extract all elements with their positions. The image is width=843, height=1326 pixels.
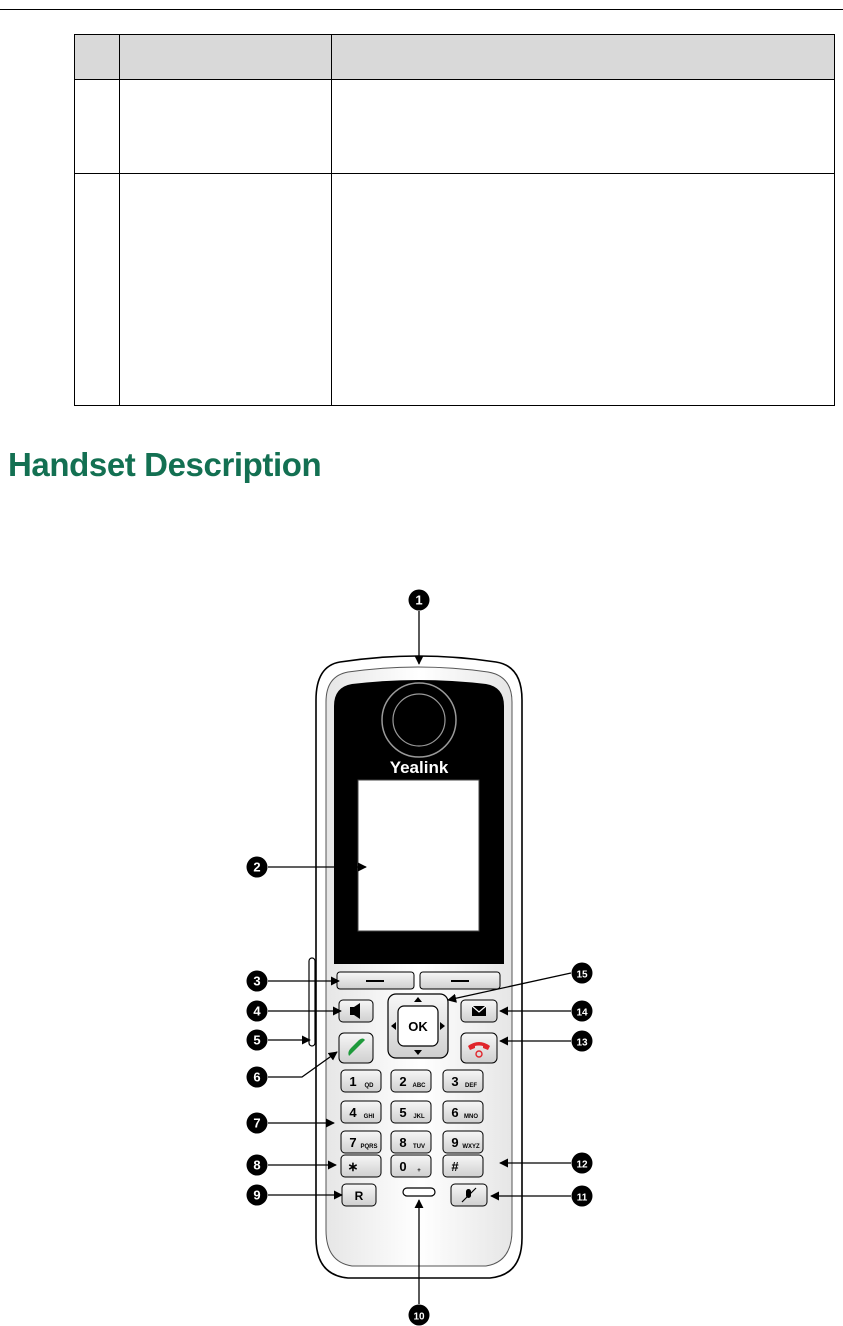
navigation-pad[interactable] xyxy=(388,994,448,1058)
callout-5 xyxy=(247,1030,268,1051)
callout-11 xyxy=(572,1186,593,1207)
key-digit: # xyxy=(451,1159,459,1174)
callout-label: 8 xyxy=(253,1157,261,1173)
number-key[interactable] xyxy=(443,1101,483,1123)
callout-label: 14 xyxy=(576,1007,588,1019)
lcd-screen xyxy=(358,780,479,931)
right-softkey[interactable] xyxy=(420,972,500,989)
callout-13 xyxy=(572,1031,593,1052)
mute-key[interactable] xyxy=(451,1184,487,1206)
key-letters: PQRS xyxy=(360,1144,378,1150)
number-key[interactable] xyxy=(341,1101,381,1123)
callout-12 xyxy=(572,1153,593,1174)
key-digit: 7 xyxy=(349,1135,357,1150)
callout-label: 7 xyxy=(253,1115,261,1131)
key-letters: + xyxy=(417,1168,421,1174)
key-digit: 4 xyxy=(349,1105,357,1120)
callout-4 xyxy=(247,1001,268,1022)
key-letters: ABC xyxy=(412,1083,426,1089)
key-digit: 6 xyxy=(451,1105,459,1120)
number-key[interactable] xyxy=(391,1070,431,1092)
number-key[interactable] xyxy=(341,1131,381,1153)
microphone xyxy=(403,1188,435,1196)
key-letters: GHI xyxy=(363,1114,375,1120)
speakerphone-key[interactable] xyxy=(339,1000,373,1022)
number-key[interactable] xyxy=(391,1101,431,1123)
key-digit: 9 xyxy=(451,1135,459,1150)
callout-8 xyxy=(247,1155,268,1176)
key-digit: 8 xyxy=(399,1135,407,1150)
callout-label: 3 xyxy=(253,973,261,989)
ok-label: OK xyxy=(408,1019,428,1034)
callout-label: 4 xyxy=(253,1003,261,1019)
callout-3 xyxy=(247,971,268,992)
key-digit: 1 xyxy=(349,1074,357,1089)
callout-10 xyxy=(409,1305,430,1326)
callout-label: 10 xyxy=(413,1311,425,1323)
callout-label: 13 xyxy=(576,1037,588,1049)
callout-9 xyxy=(247,1185,268,1206)
key-letters: MNO xyxy=(464,1114,478,1120)
key-letters: QD xyxy=(364,1083,374,1089)
key-digit: ∗ xyxy=(347,1159,359,1174)
callout-label: 6 xyxy=(253,1069,261,1085)
redial-label: R xyxy=(354,1189,364,1203)
key-digit: 5 xyxy=(399,1105,407,1120)
callout-6 xyxy=(247,1067,268,1088)
number-key[interactable] xyxy=(443,1155,483,1177)
on-hook-key[interactable] xyxy=(461,1033,497,1063)
message-key[interactable] xyxy=(461,1000,497,1022)
callout-1 xyxy=(409,590,430,611)
callout-label: 9 xyxy=(253,1187,261,1203)
callout-2 xyxy=(247,857,268,878)
callout-label: 12 xyxy=(576,1159,588,1171)
callout-label: 5 xyxy=(253,1032,261,1048)
off-hook-key[interactable] xyxy=(339,1033,373,1063)
number-key[interactable] xyxy=(341,1155,381,1177)
envelope-icon xyxy=(472,1006,486,1016)
number-keys xyxy=(341,1070,483,1177)
section-heading: Handset Description xyxy=(8,446,322,483)
key-digit: 2 xyxy=(399,1074,407,1089)
number-key[interactable] xyxy=(443,1131,483,1153)
left-softkey[interactable] xyxy=(337,972,414,989)
redial-key[interactable] xyxy=(342,1184,376,1206)
callout-15 xyxy=(572,963,593,984)
key-letters: JKL xyxy=(413,1114,425,1120)
callout-label: 1 xyxy=(415,592,423,608)
keypad xyxy=(337,972,500,1206)
number-key[interactable] xyxy=(391,1155,431,1177)
handset-face xyxy=(334,680,504,964)
number-key[interactable] xyxy=(391,1131,431,1153)
key-letters: WXYZ xyxy=(462,1144,480,1150)
callout-label: 15 xyxy=(576,969,588,981)
key-letters: TUV xyxy=(413,1144,425,1150)
key-digit: 0 xyxy=(399,1159,407,1174)
key-letters: DEF xyxy=(465,1083,477,1089)
key-digit: 3 xyxy=(451,1074,459,1089)
number-key[interactable] xyxy=(341,1070,381,1092)
callout-label: 11 xyxy=(576,1192,588,1204)
callout-7 xyxy=(247,1113,268,1134)
callout-label: 2 xyxy=(253,859,261,875)
callout-14 xyxy=(572,1001,593,1022)
number-key[interactable] xyxy=(443,1070,483,1092)
brand-logo: Yealink xyxy=(389,758,449,777)
